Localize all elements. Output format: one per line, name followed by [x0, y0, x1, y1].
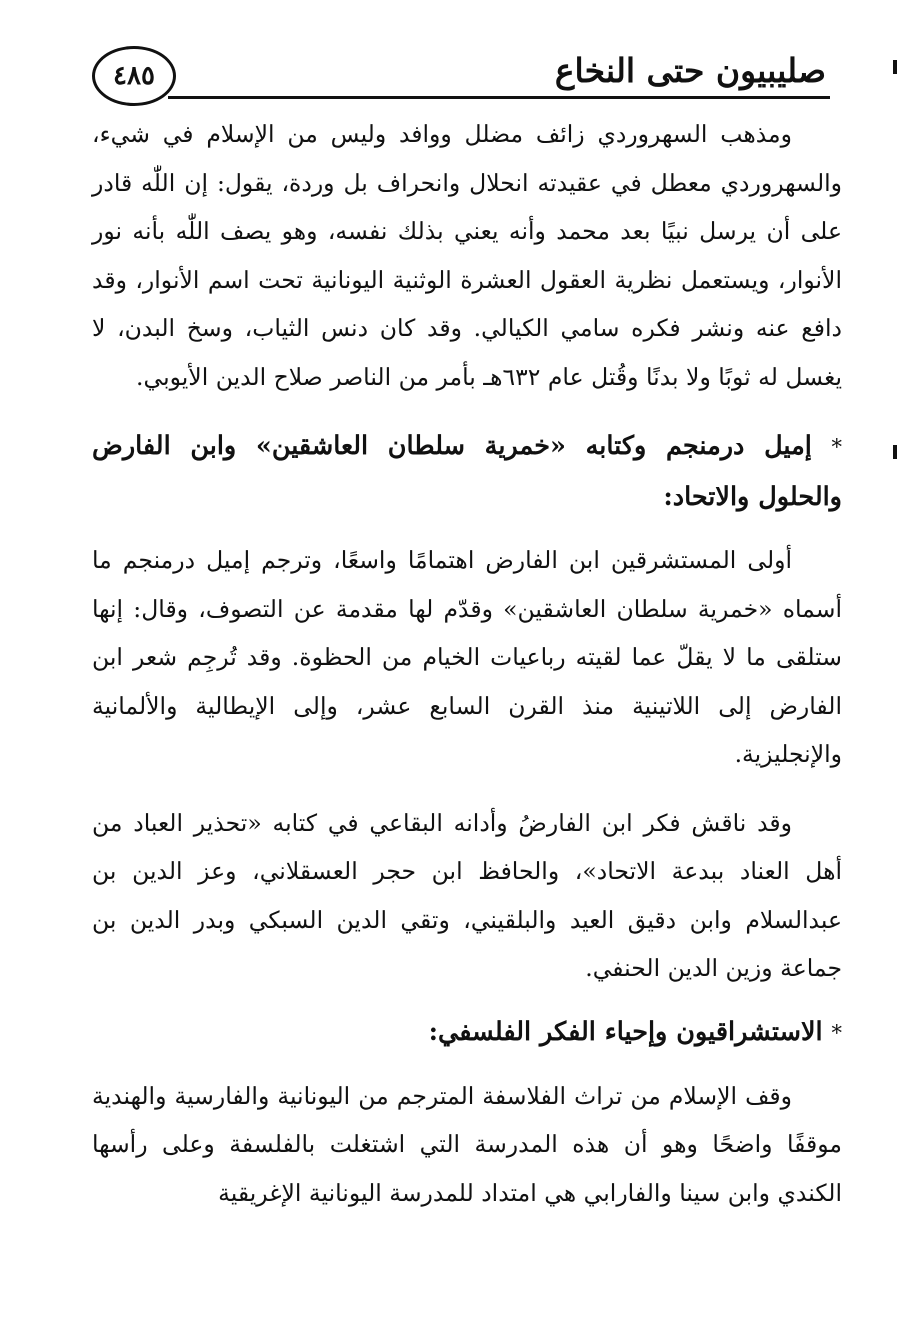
margin-mark: [893, 60, 897, 74]
star-icon: *: [831, 435, 842, 459]
header-rule: [168, 96, 830, 99]
body-text: [92, 110, 842, 1217]
star-icon: *: [831, 1020, 842, 1045]
section-heading-text: الاستشراقيون وإحياء الفكر الفلسفي:: [428, 1016, 823, 1047]
margin-mark: [893, 445, 897, 459]
page-header: [90, 38, 830, 108]
paragraph: ومذهب السهروردي زائف مضلل ووافد وليس من الإسلام في شيء، والسهروردي معطل في عقيدته انحلال وانحراف بل وردة، يقول: إن اللّٰه قادر على أن يرسل نبيًا بعد محمد وأنه يعني بذلك نفسه، وهو يصف اللّٰه بأنه نور الأنوار، ويستعمل نظرية العقول العشرة الوثنية اليونانية تحت اسم الأنوار، وقد دافع عنه ونشر فكره سامي الكيالي. وقد كان دنس الثياب، وسخ البدن، لا يغسل له ثوبًا ولا بدنًا وقُتل عام ٦٣٢هـ بأمر من الناصر صلاح الدين الأيوبي.: [92, 120, 842, 391]
paragraph: وقف الإسلام من تراث الفلاسفة المترجم من اليونانية والفارسية والهندية موقفًا واضحًا وهو أن هذه المدرسة التي اشتغلت بالفلسفة وعلى رأسها الكندي وابن سينا والفارابي هي امتداد للمدرسة اليونانية الإغريقية: [92, 1081, 842, 1207]
page-number: ٤٨٥: [113, 61, 155, 91]
page-number-badge: [92, 46, 176, 106]
paragraph: أولى المستشرقين ابن الفارض اهتمامًا واسعًا، وترجم إميل درمنجم ما أسماه «خمرية سلطان العاشقين» وقدّم لها مقدمة عن التصوف، وقال: إنها ستلقى ما لا يقلّ عما لقيته رباعيات الخيام من الحظوة. وقد تُرجِم شعر ابن الفارض إلى اللاتينية منذ القرن السابع عشر، وإلى الإيطالية والألمانية والإنجليزية.: [92, 546, 842, 768]
section-heading-text: إميل درمنجم وكتابه «خمرية سلطان العاشقين» وابن الفارض والحلول والاتحاد:: [92, 431, 842, 512]
paragraph: وقد ناقش فكر ابن الفارضُ وأدانه البقاعي في كتابه «تحذير العباد من أهل العناد ببدعة الاتحاد»، والحافظ ابن حجر العسقلاني، وعز الدين بن عبدالسلام وابن دقيق العيد والبلقيني، وتقي الدين السبكي وبدر الدين بن جماعة وزين الدين الحنفي.: [92, 808, 842, 982]
running-title: صليبيون حتى النخاع: [554, 51, 826, 90]
section-heading: [92, 1007, 842, 1058]
section-heading: [92, 421, 842, 522]
